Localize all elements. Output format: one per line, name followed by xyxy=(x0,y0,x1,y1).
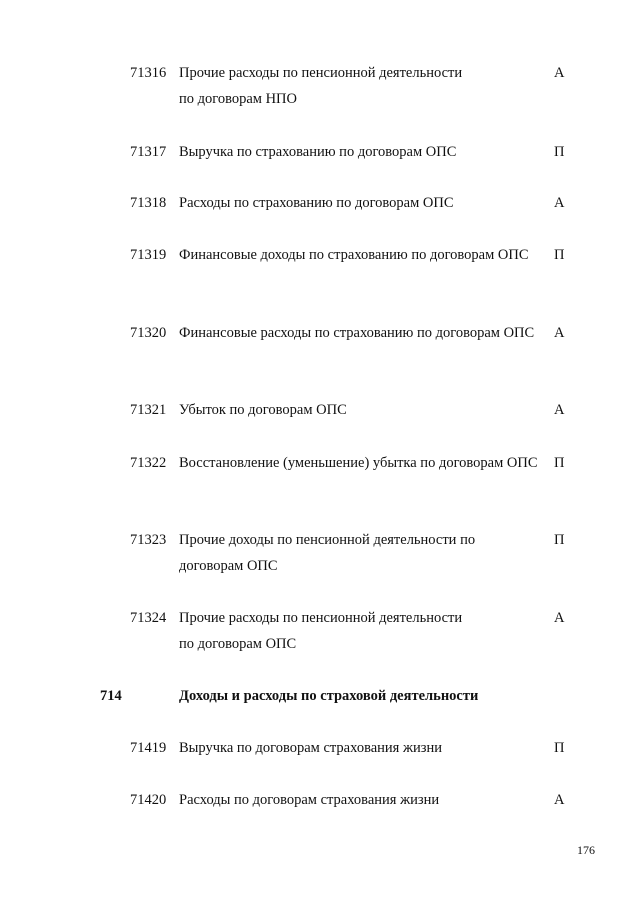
account-side: П xyxy=(554,144,565,160)
account-side: А xyxy=(554,195,565,211)
account-code: 71419 xyxy=(130,740,167,756)
account-description: Расходы по договорам страхования жизни xyxy=(179,792,440,808)
account-description: Прочие расходы по пенсионной деятельности по договорам ОПС xyxy=(179,610,463,652)
account-description: Прочие доходы по пенсионной деятельности по договорам ОПС xyxy=(179,532,476,574)
account-code: 71319 xyxy=(130,247,167,263)
account-side: А xyxy=(554,65,565,81)
account-side: П xyxy=(554,740,565,756)
account-code: 71320 xyxy=(130,325,167,341)
account-side: А xyxy=(554,792,565,808)
account-code: 71322 xyxy=(130,455,167,471)
account-code: 71420 xyxy=(130,792,167,808)
account-description: Прочие расходы по пенсионной деятельности по договорам НПО xyxy=(179,65,463,107)
account-side: А xyxy=(554,402,565,418)
account-code: 71317 xyxy=(130,144,167,160)
account-description: Выручка по страхованию по договорам ОПС xyxy=(179,144,457,160)
account-side: П xyxy=(554,532,565,548)
page-number: 176 xyxy=(577,843,595,857)
account-code: 71324 xyxy=(130,610,167,626)
account-description: Восстановление (уменьшение) убытка по договорам ОПС xyxy=(179,455,538,471)
account-side: А xyxy=(554,610,565,626)
account-side: П xyxy=(554,247,565,263)
section-title: Доходы и расходы по страховой деятельности xyxy=(179,688,479,704)
account-description: Выручка по договорам страхования жизни xyxy=(179,740,442,756)
account-code: 71318 xyxy=(130,195,167,211)
account-description: Расходы по страхованию по договорам ОПС xyxy=(179,195,454,211)
account-code: 71323 xyxy=(130,532,167,548)
account-description: Финансовые доходы по страхованию по договорам ОПС xyxy=(179,247,529,263)
account-side: П xyxy=(554,455,565,471)
section-code: 714 xyxy=(100,688,122,704)
account-side: А xyxy=(554,325,565,341)
account-description: Финансовые расходы по страхованию по договорам ОПС xyxy=(179,325,535,341)
account-description: Убыток по договорам ОПС xyxy=(179,402,347,418)
account-code: 71321 xyxy=(130,402,167,418)
account-code: 71316 xyxy=(130,65,167,81)
